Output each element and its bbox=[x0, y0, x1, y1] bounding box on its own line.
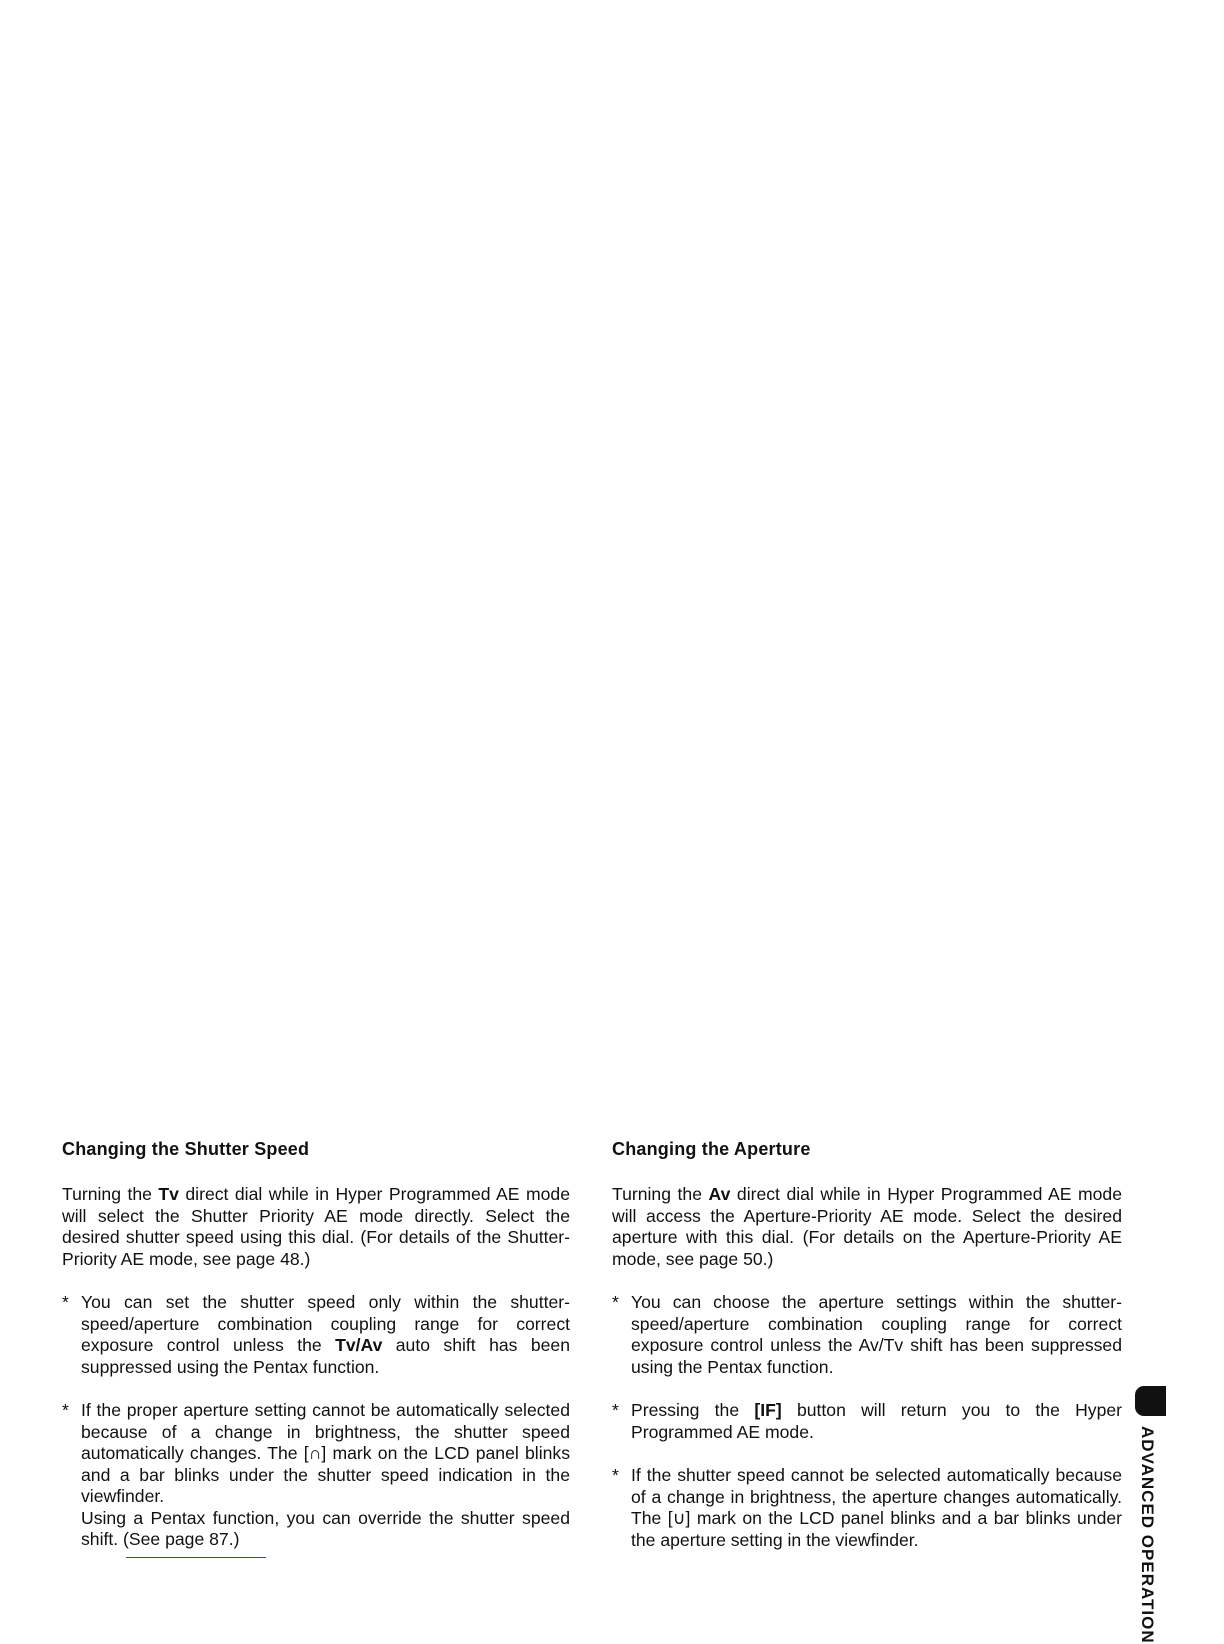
right-column bbox=[612, 1136, 1122, 1573]
av-dial-label: Av bbox=[708, 1184, 731, 1204]
note-text-start: If the proper aperture setting cannot be automatically selected because of a change in brightness, the shutter speed automatically changes. The [ bbox=[81, 1400, 570, 1463]
intro-text-start: Turning the bbox=[612, 1184, 709, 1204]
bullet-marker: * bbox=[62, 1292, 69, 1312]
intro-text-end: direct dial while in Hyper Programmed AE mode will access the Aperture-Priority AE mode. Select the desired aperture with this dial. (For details on the Aperture-Priority AE mode, see page 50.) bbox=[612, 1184, 1122, 1269]
aperture-note-coupling-range bbox=[612, 1292, 1122, 1378]
note-text-end: auto shift has been suppressed using the Pentax function. bbox=[81, 1335, 570, 1377]
note-text-start: Pressing the bbox=[631, 1400, 755, 1420]
shutter-note-coupling-range bbox=[62, 1292, 570, 1378]
note-text-end: button will return you to the Hyper Programmed AE mode. bbox=[631, 1400, 1123, 1442]
override-note: Using a Pentax function, you can override the shutter speed shift. (See page 87.) bbox=[81, 1507, 570, 1549]
aperture-heading: Changing the Aperture bbox=[612, 1139, 811, 1159]
bullet-marker: * bbox=[612, 1400, 619, 1420]
note-text-end: ] mark on the LCD panel blinks and a bar blinks under the shutter speed indication in the viewfinder. bbox=[81, 1443, 570, 1506]
aperture-intro bbox=[612, 1184, 1122, 1270]
tv-av-label: Tv/Av bbox=[335, 1335, 383, 1355]
bullet-marker: * bbox=[612, 1292, 619, 1312]
note-text: You can choose the aperture settings within the shutter-speed/aperture combination coupling range for correct exposure control unless the Av/Tv shift has been suppressed using the Pentax function. bbox=[631, 1292, 1122, 1377]
if-button-label: [IF] bbox=[754, 1400, 782, 1420]
note-text-start: You can set the shutter speed only within the shutter-speed/aperture combination coupling range for correct exposure control unless the bbox=[81, 1292, 570, 1355]
section-tab-marker bbox=[1135, 1386, 1166, 1416]
note-text-end: ] mark on the LCD panel blinks and a bar blinks under the aperture setting in the viewfinder. bbox=[631, 1508, 1122, 1550]
left-column bbox=[62, 1136, 570, 1573]
tv-dial-label: Tv bbox=[158, 1184, 179, 1204]
intro-text-start: Turning the bbox=[62, 1184, 159, 1204]
intro-text-end: direct dial while in Hyper Programmed AE mode will select the Shutter Priority AE mode directly. Select the desired shutter speed using this dial. (For details of the Shutter-Priority AE mode, see page 48.) bbox=[62, 1184, 570, 1269]
note-text-start: If the shutter speed cannot be selected automatically because of a change in brightness, the aperture changes automatically. The [ bbox=[631, 1465, 1122, 1528]
section-tab-label: ADVANCED OPERATION bbox=[1138, 1426, 1157, 1644]
shutter-speed-intro bbox=[62, 1184, 570, 1270]
aperture-note-brightness-change bbox=[612, 1465, 1122, 1551]
shutter-note-brightness-change bbox=[62, 1400, 570, 1551]
aperture-note-if-button bbox=[612, 1400, 1122, 1443]
aperture-mark-icon: ∪ bbox=[672, 1508, 686, 1528]
shutter-mark-icon: ∩ bbox=[308, 1443, 322, 1463]
bullet-marker: * bbox=[62, 1400, 69, 1420]
shutter-speed-heading: Changing the Shutter Speed bbox=[62, 1139, 310, 1159]
bullet-marker: * bbox=[612, 1465, 619, 1485]
footnote-rule bbox=[126, 1557, 266, 1558]
